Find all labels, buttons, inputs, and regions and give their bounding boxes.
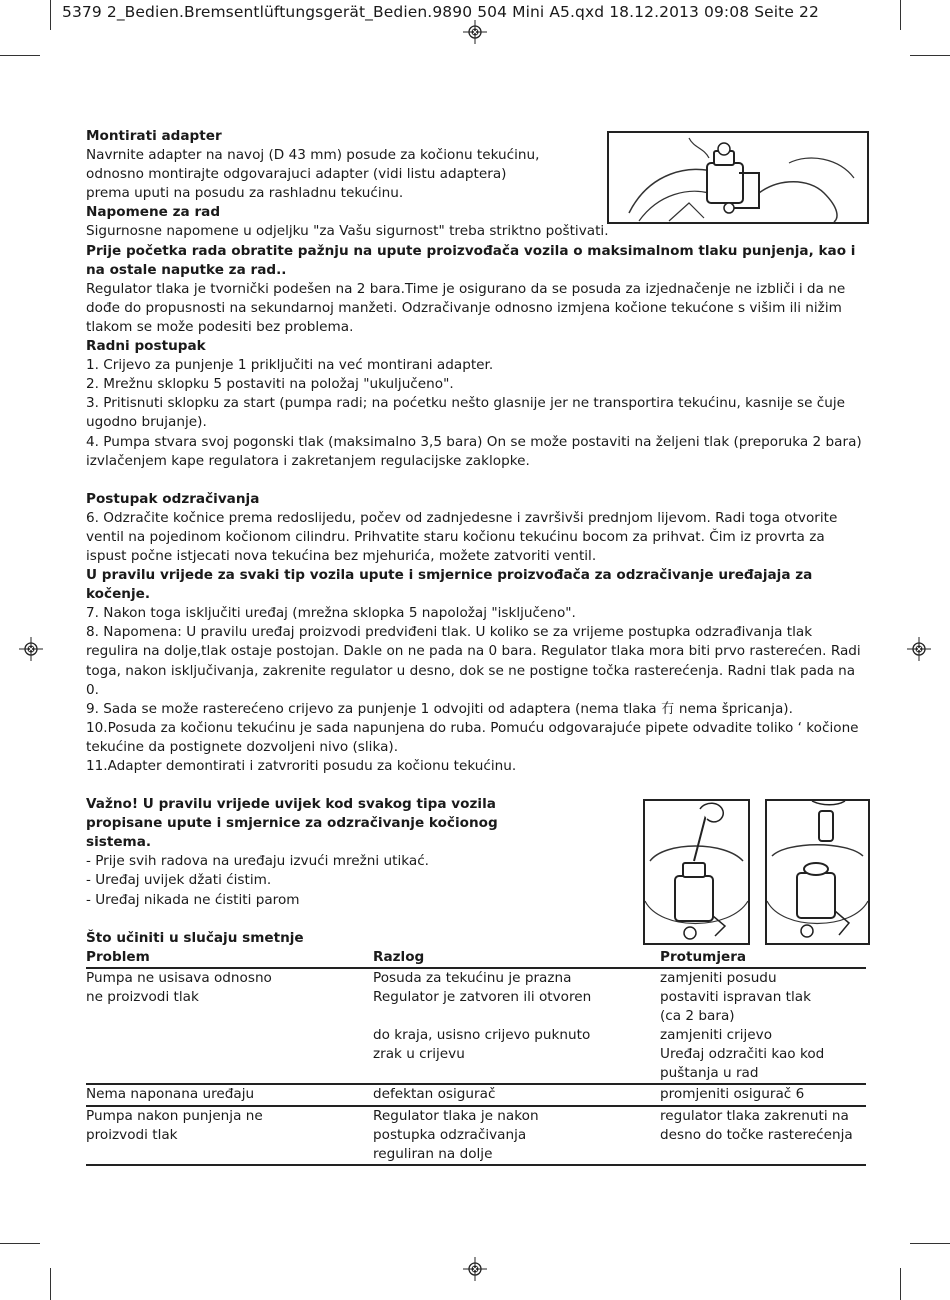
crop-mark [50, 0, 51, 30]
cell-line: defektan osigurač [373, 1086, 496, 1103]
cell-line [86, 1007, 373, 1026]
procedure-step: 1. Crijevo za punjenje 1 priključiti na već montirani adapter. [86, 357, 494, 374]
cell-line [86, 1045, 373, 1064]
crop-mark [910, 55, 950, 56]
problem-cell [86, 1106, 373, 1165]
notes-text: Sigurnosne napomene u odjeljku "za Vašu sigurnost" treba striktno poštivati. [86, 223, 609, 240]
problem-cell [86, 968, 373, 1085]
crop-mark [910, 1243, 950, 1244]
cell-line: zamjeniti crijevo [660, 1027, 773, 1044]
cell-line: regulator tlaka zakrenuti na [660, 1107, 849, 1124]
cell-line: Regulator je zatvoren ili otvoren [373, 988, 592, 1005]
registration-mark-icon [907, 637, 931, 661]
cell-line: Regulator tlaka je nakon [373, 1107, 539, 1124]
crop-mark [50, 1268, 51, 1300]
reason-cell [373, 1084, 660, 1105]
regulator-text: Regulator tlaka je tvornički podešen na 2 bara.Time je osigurano da se posuda za izjednačenje ne izbliči i da ne dođe do propusnosti na sekundarnoj manžeti. Odzračivanje odnosno izmjena kočione tekućone s višim ili nižim tlakom se može podesiti bez problema. [86, 280, 846, 335]
column-header-remedy: Protumjera [660, 948, 866, 968]
crop-mark [900, 1268, 901, 1300]
notes-warning: Prije početka rada obratite pažnju na upute proizvođača vozila o maksimalnom tlaku punjenja, kao i na ostale naputke za rad.. [86, 242, 856, 278]
cell-line: zamjeniti posudu [660, 969, 777, 986]
bleed-warning: U pravilu vrijede za svaki tip vozila upute i smjernice proizvođača za odzračivanje uređajaja za kočenje. [86, 567, 813, 603]
reason-cell [373, 1106, 660, 1165]
cell-line: ne proizvodi tlak [86, 988, 199, 1005]
procedure-step: ugodno brujanje). [86, 414, 207, 431]
cell-line: puštanja u rad [660, 1065, 759, 1082]
cell-line: Nema naponana uređaju [86, 1086, 255, 1103]
cell-line: Pumpa ne usisava odnosno [86, 969, 272, 986]
section-title: Postupak odzračivanja [86, 490, 260, 507]
registration-mark-icon [463, 1257, 487, 1281]
section-title: Radni postupak [86, 338, 206, 355]
bleed-step: 11.Adapter demontirati i zatvroriti posudu za kočionu tekućinu. [86, 758, 517, 774]
important-item: - Prije svih radova na uređaju izvući mrežni utikać. [86, 853, 429, 870]
bleed-step: 8. Napomena: U pravilu uređaj proizvodi predviđeni tlak. U koliko se za vrijeme postupka odzrađivanja tlak regulira na dolje,tlak ostaje postojan. Dakle on ne pada na 0 bara. Regulator tlaka mora biti prvo rasterećen. Radi toga, nakon isključivanja, zakrenite regulator u desno, dok se ne postigne točka rasterećenja. Radni tlak pada na 0. [86, 624, 861, 698]
column-header-problem: Problem [86, 948, 373, 968]
cell-line: reguliran na dolje [373, 1145, 493, 1162]
mount-line: prema uputi na posudu za rashladnu tekućinu. [86, 185, 404, 202]
crop-mark [0, 55, 40, 56]
important-item: - Uređaj nikada ne ćistiti parom [86, 891, 300, 908]
cell-line [86, 1026, 373, 1045]
cell-line: Uređaj odzračiti kao kod [660, 1046, 825, 1063]
cell-line [86, 1064, 373, 1083]
section-title: Montirati adapter [86, 128, 222, 144]
procedure-step: 3. Pritisnuti sklopku za start (pumpa radi; na poćetku nešto glasnije jer ne transportira tekućinu, kasnije se čuje [86, 395, 846, 412]
problem-cell [86, 1084, 373, 1105]
cell-line: do kraja, usisno crijevo puknuto [373, 1027, 591, 1044]
cell-line [86, 1145, 373, 1164]
column-header-reason: Razlog [373, 948, 660, 968]
registration-mark-icon [19, 637, 43, 661]
table-row [86, 1106, 866, 1165]
cell-line [660, 1145, 866, 1164]
mount-line: Navrnite adapter na navoj (D 43 mm) posude za kočionu tekućinu, [86, 147, 540, 164]
cell-line: Posuda za tekućinu je prazna [373, 969, 572, 986]
cell-line: desno do točke rasterećenja [660, 1126, 853, 1143]
cell-line: postupka odzračivanja [373, 1126, 527, 1143]
cell-line: zrak u crijevu [373, 1046, 465, 1063]
remedy-cell [660, 968, 866, 1085]
procedure-step: 2. Mrežnu sklopku 5 postaviti na položaj "ukuljučeno". [86, 376, 454, 393]
crop-mark [900, 0, 901, 30]
troubleshooting-title: Što učiniti u slučaju smetnje [86, 929, 304, 946]
bleed-step: 7. Nakon toga isključiti uređaj (mrežna sklopka 5 napoložaj "isključeno". [86, 605, 576, 622]
table-header-row [86, 948, 866, 968]
cell-line: (ca 2 bara) [660, 1008, 735, 1025]
table-row [86, 1084, 866, 1105]
instructions-body [86, 127, 866, 1166]
crop-mark [0, 1243, 40, 1244]
cell-line [373, 1064, 660, 1083]
file-header: 5379 2_Bedien.Bremsentlüftungsgerät_Bedien.9890 504 Mini A5.qxd 18.12.2013 09:08 Seite 22 [62, 3, 819, 21]
bleed-step: 10.Posuda za kočionu tekućinu je sada napunjena do ruba. Pomuću odgovarajuće pipete odvadite toliko ‘ kočione tekućine da postignete dozvoljeni nivo (slika). [86, 719, 859, 755]
reason-cell [373, 968, 660, 1085]
cell-line: postaviti ispravan tlak [660, 988, 811, 1005]
registration-mark-icon [463, 20, 487, 44]
cell-line: proizvodi tlak [86, 1126, 178, 1143]
important-note: Važno! U pravilu vrijede uvijek kod svakog tipa vozila propisane upute i smjernice za odzračivanje kočionog sistema. [86, 796, 498, 851]
remedy-cell [660, 1106, 866, 1165]
cell-line: Pumpa nakon punjenja ne [86, 1107, 263, 1124]
bleed-step: 6. Odzračite kočnice prema redoslijedu, počev od zadnjedesne i završivši prednjom lijevom. Radi toga otvorite ventil na pojedinom kočionom cilindru. Prihvatite staru kočionu tekućinu bocom za prihvat. Čim iz provrta za ispust počne istjecati nova tekućina bez mjehurića, možete zatvoriti ventil. [86, 509, 838, 564]
mount-line: odnosno montirajte odgovarajuci adapter (vidi listu adaptera) [86, 166, 507, 183]
table-row [86, 968, 866, 1085]
cell-line [373, 1007, 660, 1026]
troubleshooting-table [86, 948, 866, 1166]
cell-line: promjeniti osigurač 6 [660, 1086, 805, 1103]
important-item: - Uređaj uvijek džati ćistim. [86, 872, 272, 889]
procedure-step: 4. Pumpa stvara svoj pogonski tlak (maksimalno 3,5 bara) On se može postaviti na željeni tlak (preporuka 2 bara) izvlačenjem kape regulatora i zakretanjem regulacijske zaklopke. [86, 433, 862, 469]
bleed-step: 9. Sada se može rasterećeno crijevo za punjenje 1 odvojiti od adaptera (nema tlaka 冇 nema špricanja). [86, 700, 793, 717]
section-title: Napomene za rad [86, 204, 221, 221]
remedy-cell [660, 1084, 866, 1105]
